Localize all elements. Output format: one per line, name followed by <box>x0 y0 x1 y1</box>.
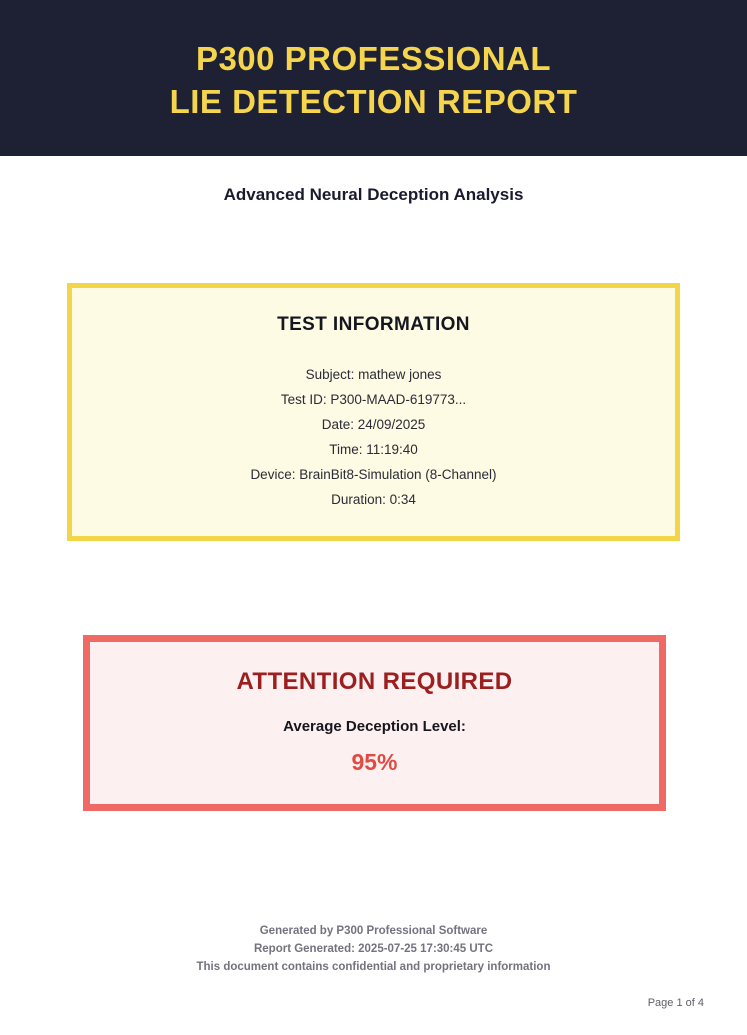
report-footer <box>0 922 747 976</box>
test-info-date: Date: 24/09/2025 <box>321 417 426 432</box>
attention-alert-box <box>83 635 666 811</box>
report-subtitle: Advanced Neural Deception Analysis <box>223 185 524 204</box>
test-info-subject: Subject: mathew jones <box>305 367 442 382</box>
footer-generated-at: Report Generated: 2025-07-25 17:30:45 UTC <box>253 943 494 955</box>
test-info-test-id: Test ID: P300-MAAD-619773... <box>280 392 467 407</box>
test-information-heading: TEST INFORMATION <box>277 314 470 335</box>
test-information-box <box>67 283 680 541</box>
test-info-time: Time: 11:19:40 <box>329 442 418 457</box>
alert-metric-label: Average Deception Level: <box>283 718 466 735</box>
alert-title: ATTENTION REQUIRED <box>236 668 513 695</box>
alert-metric-value: 95% <box>351 749 398 775</box>
page-number: Page 1 of 4 <box>647 997 704 1009</box>
footer-generated-by: Generated by P300 Professional Software <box>259 925 488 937</box>
test-info-duration: Duration: 0:34 <box>331 492 416 507</box>
report-title-line-1: P300 PROFESSIONAL <box>195 40 552 77</box>
report-header <box>0 0 747 156</box>
test-info-device: Device: BrainBit8-Simulation (8-Channel) <box>250 467 497 482</box>
report-title-line-2: LIE DETECTION REPORT <box>169 83 578 120</box>
footer-confidentiality-notice: This document contains confidential and proprietary information <box>196 961 551 973</box>
